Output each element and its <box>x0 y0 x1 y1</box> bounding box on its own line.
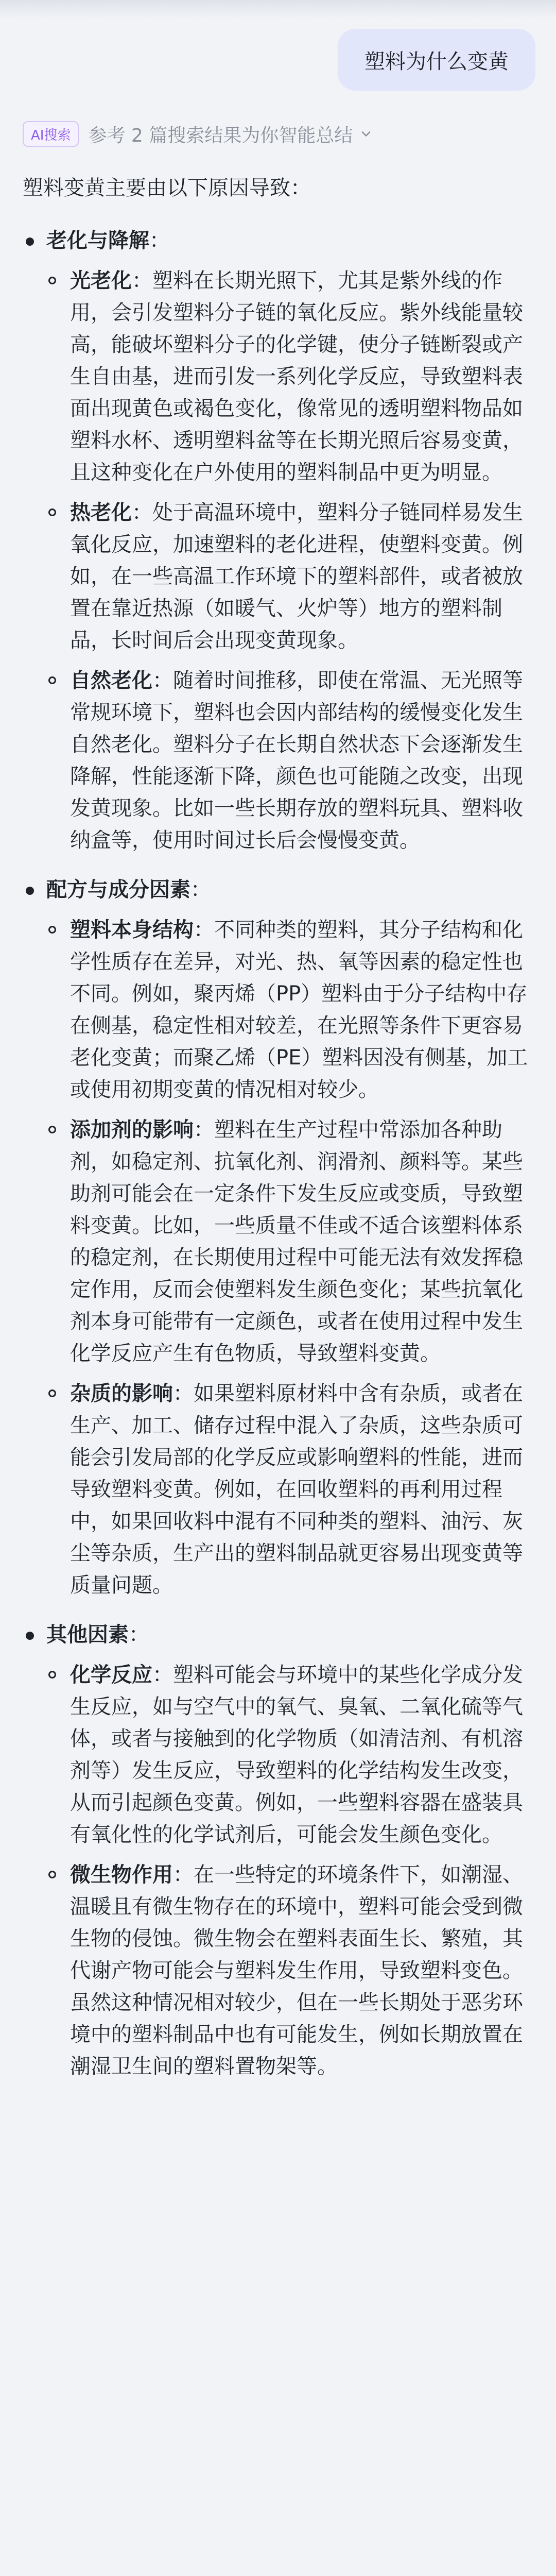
section-items <box>46 914 537 1601</box>
section-title: 其他因素： <box>46 1623 149 1647</box>
section-aging <box>23 225 537 856</box>
section-title: 配方与成分因素： <box>46 878 211 902</box>
bullet-dot <box>26 238 34 246</box>
item-text: ：不同种类的塑料，其分子结构和化学性质存在差异，对光、热、氧等因素的稳定性也不同。例如，聚丙烯（PP）塑料由于分子结构中存在侧基，稳定性相对较差，在光照等条件下更容易老化变黄；而聚乙烯（PE）塑料因没有侧基，加工或使用初期变黄的情况相对较少。 <box>70 918 528 1101</box>
bullet-ring <box>48 277 56 284</box>
bullet-ring <box>48 676 56 684</box>
item-text: ：随着时间推移，即使在常温、无光照等常规环境下，塑料也会因内部结构的缓慢变化发生自然老化。塑料分子在长期自然状态下会逐渐发生降解，性能逐渐下降，颜色也可能随之改变，出现发黄现象。比如一些长期存放的塑料玩具、塑料收纳盒等，使用时间过长后会慢慢变黄。 <box>70 669 523 852</box>
list-item <box>46 1378 537 1601</box>
item-text: ：如果塑料原材料中含有杂质，或者在生产、加工、储存过程中混入了杂质，这些杂质可能会引发局部的化学反应或影响塑料的性能，进而导致塑料变黄。例如，在回收塑料的再利用过程中，如果回收料中混有不同种类的塑料、油污、灰尘等杂质，生产出的塑料制品就更容易出现变黄等质量问题。 <box>70 1382 523 1597</box>
bullet-ring <box>48 1389 56 1397</box>
bullet-ring <box>48 1871 56 1878</box>
bullet-dot <box>26 1632 34 1640</box>
item-title: 化学反应 <box>70 1663 152 1687</box>
item-title: 光老化 <box>70 269 132 293</box>
section-items <box>46 265 537 856</box>
list-item <box>46 1859 537 2082</box>
item-title: 塑料本身结构 <box>70 918 194 942</box>
list-item <box>46 265 537 488</box>
item-text: ：塑料在长期光照下，尤其是紫外线的作用，会引发塑料分子链的氧化反应。紫外线能量较高，能破坏塑料分子的化学键，使分子链断裂或产生自由基，进而引发一系列化学反应，导致塑料表面出现黄色或褐色变化，像常见的透明塑料物品如塑料水杯、透明塑料盆等在长期光照后容易变黄，且这种变化在户外使用的塑料制品中更为明显。 <box>70 269 523 484</box>
reference-summary-text[interactable]: 参考 2 篇搜索结果为你智能总结 <box>88 125 353 146</box>
section-items <box>46 1659 537 2082</box>
item-text: ：塑料在生产过程中常添加各种助剂，如稳定剂、抗氧化剂、润滑剂、颜料等。某些助剂可能会在一定条件下发生反应或变质，导致塑料变黄。比如，一些质量不佳或不适合该塑料体系的稳定剂，在长期使用过程中可能无法有效发挥稳定作用，反而会使塑料发生颜色变化；某些抗氧化剂本身可能带有一定颜色，或者在使用过程中发生化学反应产生有色物质，导致塑料变黄。 <box>70 1118 523 1365</box>
reference-row[interactable] <box>23 118 537 149</box>
section-title: 老化与降解： <box>46 229 170 252</box>
bullet-ring <box>48 509 56 516</box>
item-title: 杂质的影响 <box>70 1382 173 1405</box>
list-item <box>46 914 537 1106</box>
item-text: ：在一些特定的环境条件下，如潮湿、温暖且有微生物存在的环境中，塑料可能会受到微生物的侵蚀。微生物会在塑料表面生长、繁殖，其代谢产物可能会与塑料发生作用，导致塑料变色。虽然这种情况相对较少，但在一些长期处于恶劣环境中的塑料制品中也有可能发生，例如长期放置在潮湿卫生间的塑料置物架等。 <box>70 1863 523 2078</box>
user-message-bubble <box>338 29 535 91</box>
top-strip <box>0 0 556 19</box>
list-item <box>46 665 537 856</box>
item-title: 添加剂的影响 <box>70 1118 194 1142</box>
ai-search-badge: AI搜索 <box>23 121 79 147</box>
ai-answer <box>23 118 537 2082</box>
chevron-down-icon[interactable] <box>359 127 373 141</box>
section-other <box>23 1619 537 2082</box>
item-text: ：处于高温环境中，塑料分子链同样易发生氧化反应，加速塑料的老化进程，使塑料变黄。例如，在一些高温工作环境下的塑料部件，或者被放置在靠近热源（如暖气、火炉等）地方的塑料制品，长时间后会出现变黄现象。 <box>70 501 523 652</box>
bullet-ring <box>48 926 56 934</box>
item-title: 微生物作用 <box>70 1863 173 1887</box>
answer-intro: 塑料变黄主要由以下原因导致： <box>23 176 311 200</box>
list-item <box>46 1114 537 1369</box>
item-title: 自然老化 <box>70 669 152 692</box>
list-item <box>46 497 537 656</box>
user-message-text: 塑料为什么变黄 <box>364 49 509 74</box>
reason-sections <box>23 225 537 2082</box>
item-text: ：塑料可能会与环境中的某些化学成分发生反应，如与空气中的氧气、臭氧、二氧化硫等气体，或者与接触到的化学物质（如清洁剂、有机溶剂等）发生反应，导致塑料的化学结构发生改变，从而引起颜色变黄。例如，一些塑料容器在盛装具有氧化性的化学试剂后，可能会发生颜色变化。 <box>70 1663 523 1846</box>
bullet-ring <box>48 1671 56 1679</box>
section-formulation <box>23 874 537 1601</box>
item-title: 热老化 <box>70 501 132 524</box>
bullet-dot <box>26 887 34 895</box>
list-item <box>46 1659 537 1851</box>
bullet-ring <box>48 1126 56 1133</box>
